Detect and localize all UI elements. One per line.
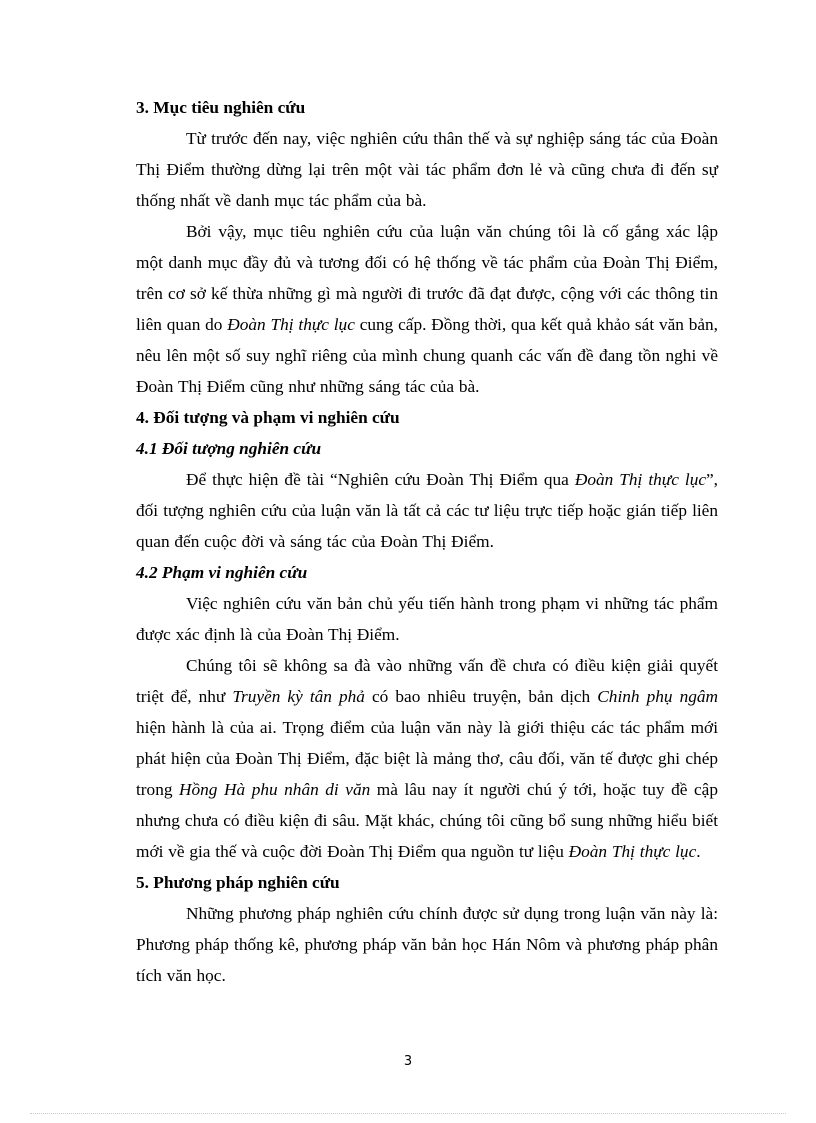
page-body [136, 92, 718, 991]
page-number: 3 [403, 1054, 413, 1069]
work-title: Đoàn Thị thực lục [227, 315, 355, 334]
text-run: cung cấp. Đồng thời, qua kết quả khảo sát văn bản, nêu lên một số suy nghĩ riêng của mình chung quanh các vấn đề đang tồn nghi về Đoàn Thị Điểm cũng như những sáng tác của bà. [136, 315, 718, 396]
section-4-heading: 4. Đối tượng và phạm vi nghiên cứu [136, 408, 400, 427]
section-3-paragraph-2 [136, 216, 718, 402]
section-4-2-paragraph-1: Việc nghiên cứu văn bản chủ yếu tiến hành trong phạm vi những tác phẩm được xác định là của Đoàn Thị Điểm. [136, 594, 718, 644]
section-5-heading: 5. Phương pháp nghiên cứu [136, 873, 340, 892]
section-3-heading: 3. Mục tiêu nghiên cứu [136, 98, 306, 117]
work-title: Chinh phụ ngâm [597, 687, 719, 706]
text-run: Chúng tôi sẽ không sa đà vào những vấn đề chưa có điều kiện giải quyết triệt để, như [136, 656, 718, 706]
text-run: ”, đối tượng nghiên cứu của luận văn là tất cả các tư liệu trực tiếp hoặc gián tiếp liên quan đến cuộc đời và sáng tác của Đoàn Thị Điểm. [136, 470, 718, 551]
section-4-2-heading: 4.2 Phạm vi nghiên cứu [136, 563, 308, 582]
page-bottom-divider [30, 1113, 786, 1114]
text-run: Bởi vậy, mục tiêu nghiên cứu của luận văn chúng tôi là cố gắng xác lập một danh mục đầy đủ và tương đối có hệ thống về tác phẩm của Đoàn Thị Điểm, trên cơ sở kế thừa những gì mà người đi trước đã đạt được, cộng với các thông tin liên quan do [136, 222, 718, 334]
section-4-2-paragraph-2 [136, 650, 718, 867]
work-title: Truyền kỳ tân phả [232, 687, 365, 706]
section-5-paragraph-1: Những phương pháp nghiên cứu chính được sử dụng trong luận văn này là: Phương pháp thống kê, phương pháp văn bản học Hán Nôm và phương pháp phân tích văn học. [136, 904, 718, 985]
work-title: Đoàn Thị thực lục [568, 842, 697, 861]
section-4-1-paragraph [136, 464, 718, 557]
text-run: Để thực hiện đề tài “Nghiên cứu Đoàn Thị Điểm qua [186, 470, 575, 489]
work-title: Đoàn Thị thực lục [574, 470, 706, 489]
text-run: hiện hành là của ai. Trọng điểm của luận văn này là giới thiệu các tác phẩm mới phát hiện của Đoàn Thị Điểm, đặc biệt là mảng thơ, câu đối, văn tế được ghi chép trong [136, 718, 718, 799]
section-3-paragraph-1: Từ trước đến nay, việc nghiên cứu thân thế và sự nghiệp sáng tác của Đoàn Thị Điểm thường dừng lại trên một vài tác phẩm đơn lẻ và cũng chưa đi đến sự thống nhất về danh mục tác phẩm của bà. [136, 129, 718, 210]
work-title: Hồng Hà phu nhân di văn [179, 780, 371, 799]
text-run: có bao nhiêu truyện, bản dịch [364, 687, 598, 706]
section-4-1-heading: 4.1 Đối tượng nghiên cứu [136, 439, 322, 458]
text-run: mà lâu nay ít người chú ý tới, hoặc tuy đề cập nhưng chưa có điều kiện đi sâu. Mặt khác, chúng tôi cũng bổ sung những hiểu biết mới về gia thế và cuộc đời Đoàn Thị Điểm qua nguồn tư liệu [136, 780, 718, 861]
text-run: . [696, 842, 701, 861]
